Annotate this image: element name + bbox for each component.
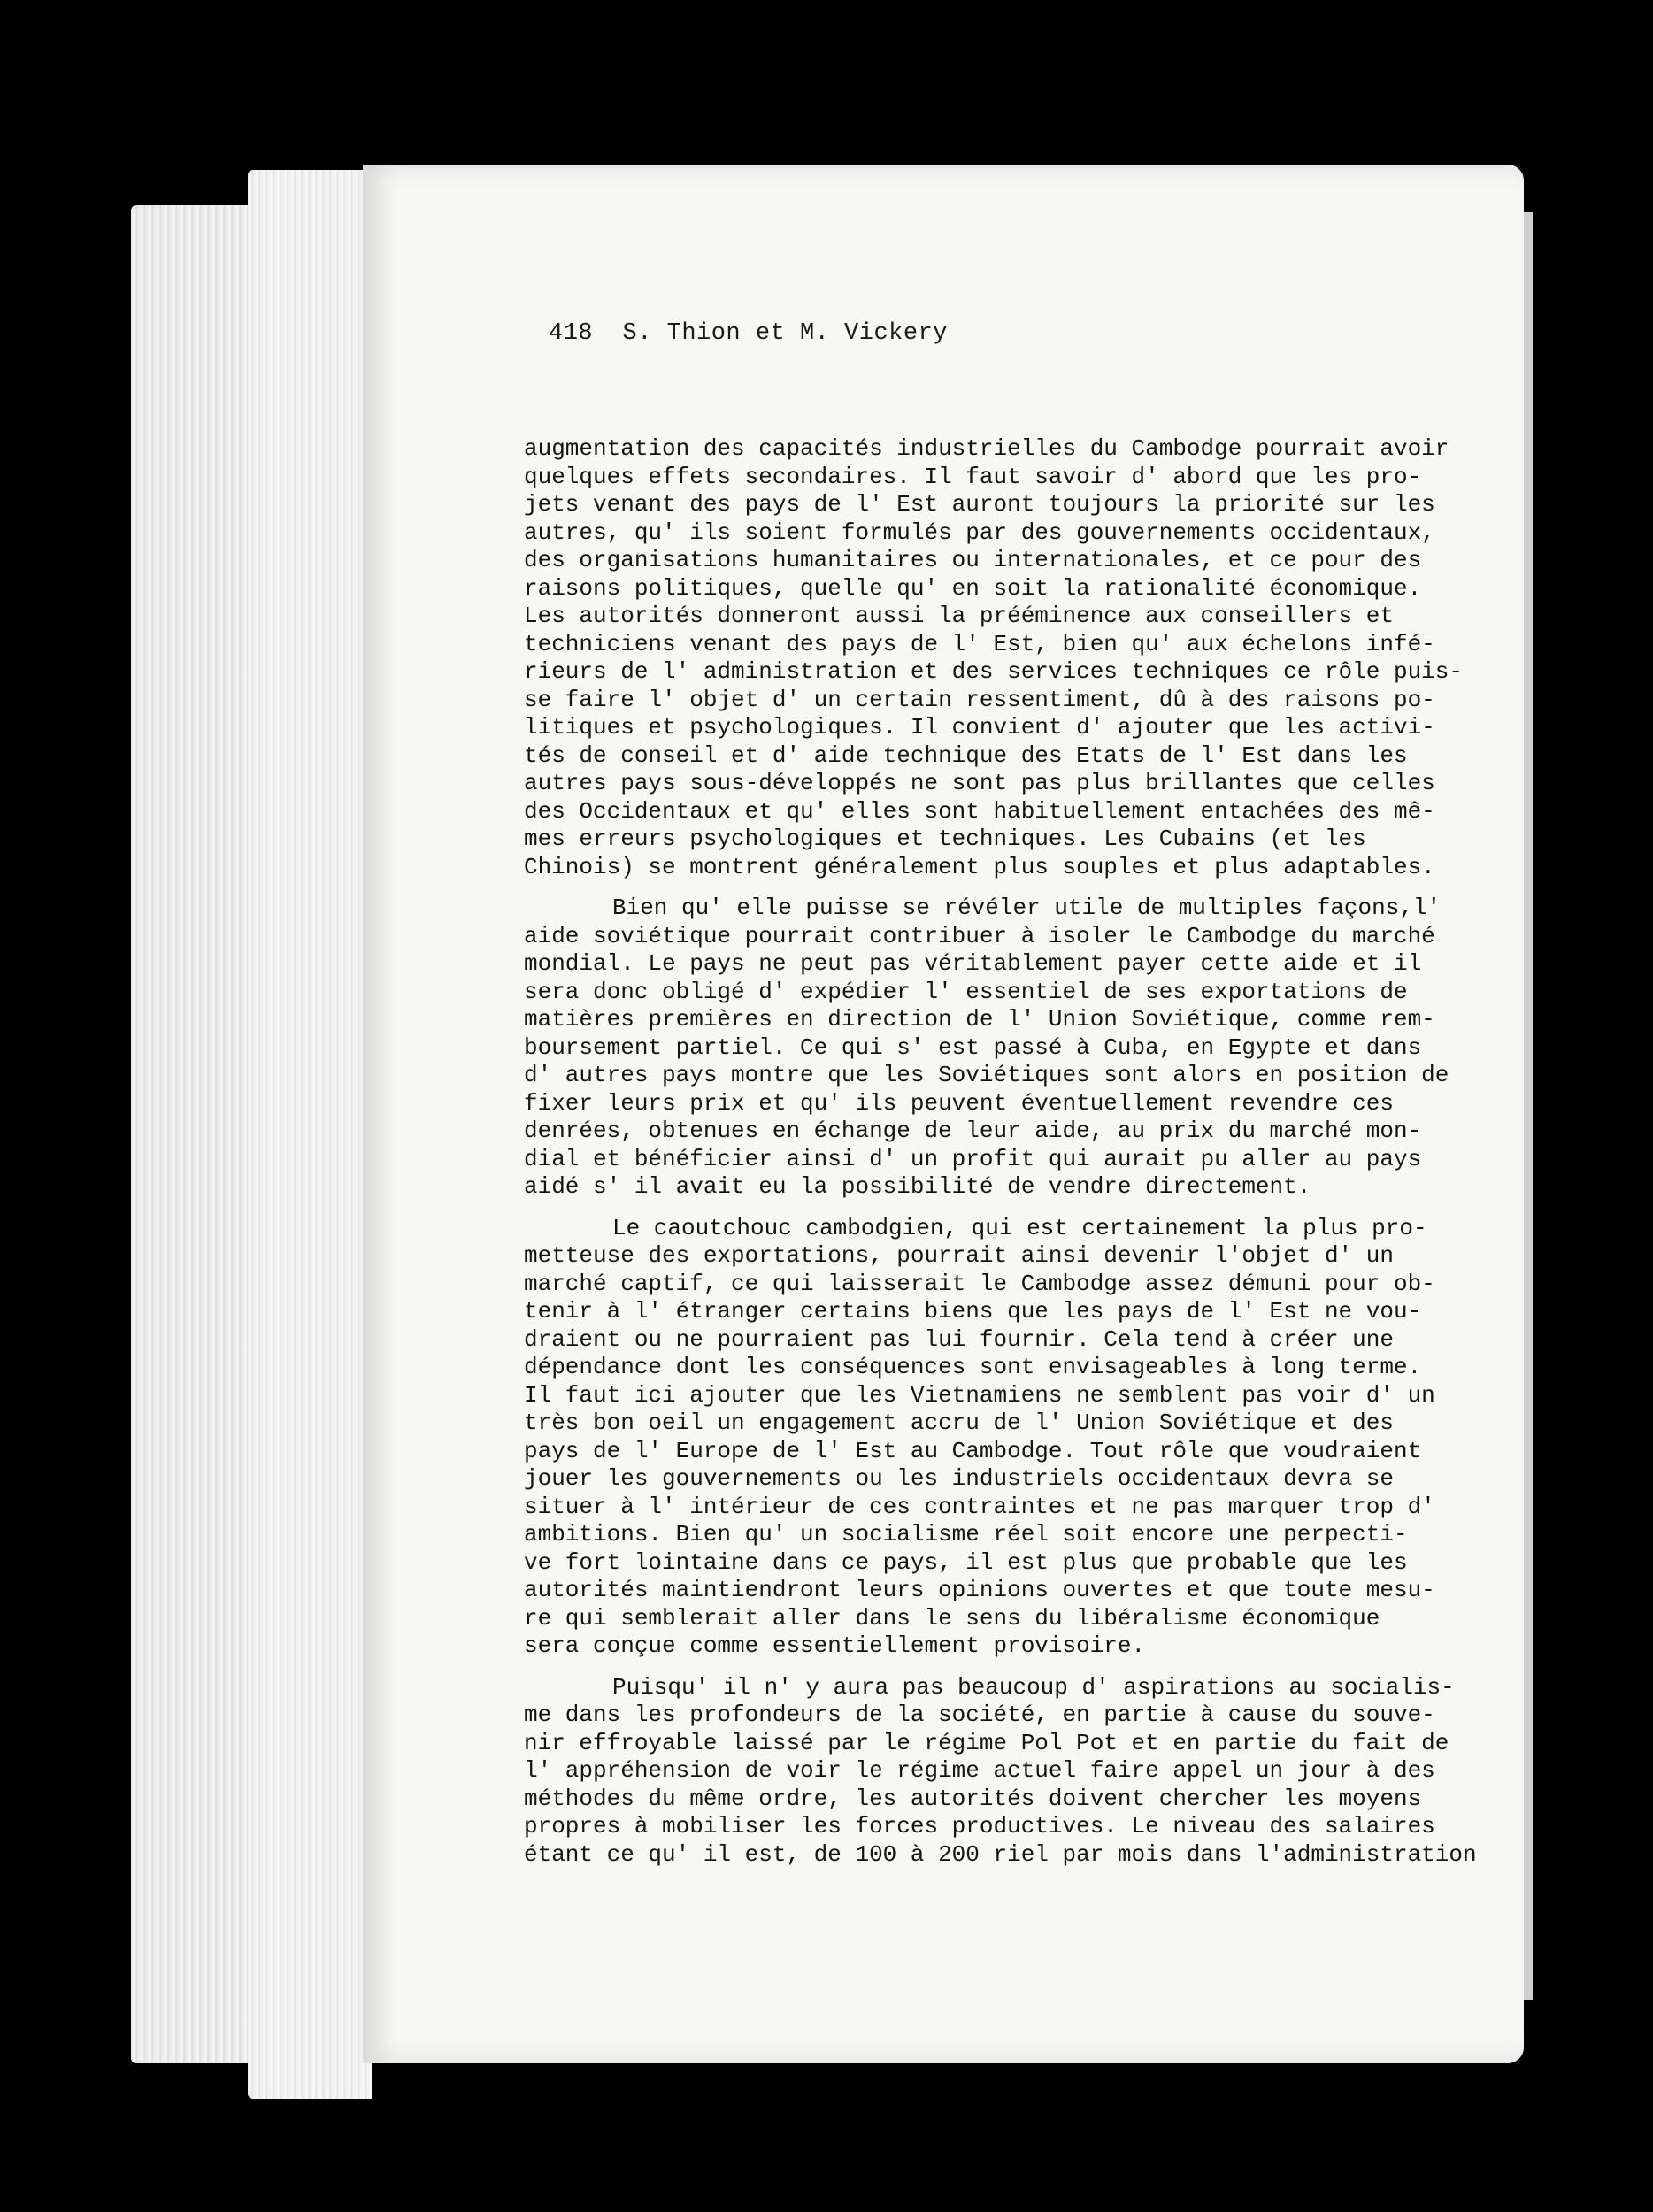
text-line: des Occidentaux et qu' elles sont habituellement entachées des mê- [524, 797, 1435, 825]
text-line: aide soviétique pourrait contribuer à isoler le Cambodge du marché [524, 922, 1435, 949]
text-line: étant ce qu' il est, de 100 à 200 riel par mois dans l'administration [524, 1840, 1477, 1868]
page-number: 418 [549, 320, 594, 347]
paragraph [524, 1673, 1477, 1870]
text-line: tenir à l' étranger certains biens que les pays de l' Est ne vou- [524, 1298, 1422, 1325]
text-line: Chinois) se montrent généralement plus souples et plus adaptables. [524, 853, 1435, 880]
paragraph [524, 1215, 1462, 1661]
text-line: dépendance dont les conséquences sont envisageables à long terme. [524, 1354, 1422, 1380]
text-line: re qui semblerait aller dans le sens du libéralisme économique [524, 1604, 1380, 1632]
text-line: nir effroyable laissé par le régime Pol Pot et en partie du fait de [524, 1729, 1449, 1756]
text-line: Il faut ici ajouter que les Vietnamiens ne semblent pas voir d' un [524, 1381, 1435, 1409]
text-line: techniciens venant des pays de l' Est, bien qu' aux échelons infé- [524, 630, 1435, 657]
header-authors: S. Thion et M. Vickery [622, 320, 948, 347]
text-line: mes erreurs psychologiques et techniques. Les Cubains (et les [524, 826, 1366, 852]
text-line: draient ou ne pourraient pas lui fournir. Cela tend à créer une [524, 1325, 1394, 1353]
text-line: fixer leurs prix et qu' ils peuvent éventuellement revendre ces [524, 1089, 1394, 1117]
text-line: ve fort lointaine dans ce pays, il est plus que probable que les [524, 1548, 1408, 1576]
text-line: Les autorités donneront aussi la prééminence aux conseillers et [524, 603, 1394, 629]
text-line: propres à mobiliser les forces productives. Le niveau des salaires [524, 1813, 1435, 1839]
text-line: sera conçue comme essentiellement provisoire. [524, 1632, 1146, 1659]
text-line: jouer les gouvernements ou les industriels occidentaux devra se [524, 1465, 1394, 1492]
text-line: autres pays sous-développés ne sont pas plus brillantes que celles [524, 770, 1435, 796]
text-line: marché captif, ce qui laisserait le Cambodge assez démuni pour ob- [524, 1270, 1435, 1297]
text-line: me dans les profondeurs de la société, en partie à cause du souve- [524, 1701, 1435, 1728]
text-line: d' autres pays montre que les Soviétiques sont alors en position de [524, 1062, 1449, 1088]
text-line: litiques et psychologiques. Il convient d' ajouter que les activi- [524, 714, 1435, 741]
text-line: Le caoutchouc cambodgien, qui est certainement la plus pro- [612, 1214, 1427, 1241]
page-edges-inner [248, 170, 372, 2099]
text-line: pays de l' Europe de l' Est au Cambodge. Tout rôle que voudraient [524, 1437, 1422, 1464]
text-line: Bien qu' elle puisse se révéler utile de multiples façons,l' [612, 895, 1442, 921]
text-line: raisons politiques, quelle qu' en soit la rationalité économique. [524, 574, 1422, 602]
text-line: situer à l' intérieur de ces contraintes et ne pas marquer trop d' [524, 1493, 1435, 1520]
text-line: ambitions. Bien qu' un socialisme réel soit encore une perpecti- [524, 1521, 1408, 1548]
text-line: se faire l' objet d' un certain ressentiment, dû à des raisons po- [524, 686, 1435, 713]
text-line: augmentation des capacités industrielles du Cambodge pourrait avoir [524, 435, 1449, 462]
paragraph [524, 435, 1462, 881]
text-line: rieurs de l' administration et des services techniques ce rôle puis- [524, 658, 1463, 685]
text-line: méthodes du même ordre, les autorités doivent chercher les moyens [524, 1785, 1422, 1812]
text-line: dial et bénéficier ainsi d' un profit qui aurait pu aller au pays [524, 1145, 1422, 1172]
paragraph [524, 895, 1462, 1202]
text-line: Puisqu' il n' y aura pas beaucoup d' aspirations au socialis- [612, 1673, 1455, 1701]
running-header [549, 320, 948, 347]
text-line: aidé s' il avait eu la possibilité de vendre directement. [524, 1173, 1311, 1200]
text-line: matières premières en direction de l' Union Soviétique, comme rem- [524, 1006, 1435, 1033]
text-line: denrées, obtenues en échange de leur aide, au prix du marché mon- [524, 1118, 1422, 1144]
body-text [524, 435, 1477, 1882]
text-line: très bon oeil un engagement accru de l' Union Soviétique et des [524, 1409, 1394, 1436]
text-line: des organisations humanitaires ou internationales, et ce pour des [524, 547, 1422, 573]
text-line: metteuse des exportations, pourrait ainsi devenir l'objet d' un [524, 1242, 1394, 1269]
text-line: l' appréhension de voir le régime actuel faire appel un jour à des [524, 1757, 1435, 1784]
text-line: mondial. Le pays ne peut pas véritablement payer cette aide et il [524, 950, 1422, 977]
text-line: jets venant des pays de l' Est auront toujours la priorité sur les [524, 491, 1435, 518]
text-line: tés de conseil et d' aide technique des Etats de l' Est dans les [524, 741, 1408, 769]
text-line: autorités maintiendront leurs opinions ouvertes et que toute mesu- [524, 1577, 1435, 1603]
text-line: autres, qu' ils soient formulés par des gouvernements occidentaux, [524, 518, 1435, 546]
text-line: sera donc obligé d' expédier l' essentiel de ses exportations de [524, 978, 1408, 1005]
text-line: boursement partiel. Ce qui s' est passé à Cuba, en Egypte et dans [524, 1033, 1422, 1061]
text-line: quelques effets secondaires. Il faut savoir d' abord que les pro- [524, 463, 1422, 490]
